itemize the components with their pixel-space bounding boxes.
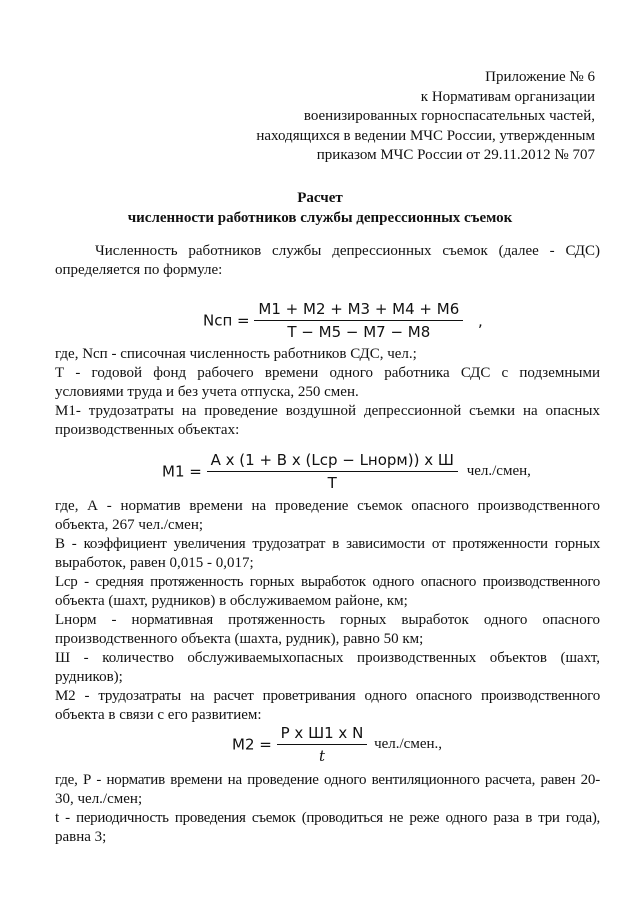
definition-t-period-line2: равна 3;	[55, 829, 107, 845]
definition-t-period-line1: t - периодичность проведения съемок (проводиться не реже одного раза в три года),	[55, 810, 600, 826]
definition-t-line1: Т - годовой фонд рабочего времени одного работника СДС с подземными	[55, 365, 600, 381]
document-subtitle: численности работников службы депрессионных съемок	[127, 210, 513, 226]
formula-m1	[162, 451, 531, 492]
definition-p-line1: где, Р - норматив времени на проведение одного вентиляционного расчета, равен 20-	[55, 772, 600, 788]
formula-lhs: M1 =	[162, 462, 202, 481]
formula-denominator: T	[327, 474, 337, 492]
annex-header	[175, 68, 595, 166]
definitions-block-3	[55, 771, 600, 847]
formula-lhs: M2 =	[232, 735, 272, 754]
document-title: Расчет	[297, 190, 343, 206]
definition-m1-line1: М1- трудозатраты на проведение воздушной депрессионной съемки на опасных	[55, 403, 600, 419]
definition-b-line1: В - коэффициент увеличения трудозатрат в зависимости от протяженности горных	[55, 536, 600, 552]
definition-m1-line2: производственных объектах:	[55, 422, 240, 438]
definition-b-line2: выработок, равен 0,015 - 0,017;	[55, 555, 254, 571]
formula-lhs: Nсп =	[203, 311, 250, 330]
formula-fraction	[254, 300, 463, 341]
definitions-block-2	[55, 497, 600, 725]
intro-paragraph: Численность работников службы депрессионных съемок (далее - СДС) определяется по формуле:	[55, 243, 600, 278]
definition-a-line1: где, А - норматив времени на проведение съемок опасного производственного	[55, 498, 600, 514]
definition-lnorm-line1: Lнорм - нормативная протяженность горных выработок одного опасного	[55, 612, 600, 628]
formula-numerator: P x Ш1 x N	[277, 724, 368, 745]
formula-suffix: чел./смен.,	[374, 736, 443, 752]
definition-sh-line1: Ш - количество обслуживаемыхопасных производственных объектов (шахт,	[55, 650, 600, 666]
formula-suffix: ,	[478, 311, 483, 330]
annex-line: к Нормативам организации	[420, 88, 595, 105]
formula-ncp	[203, 300, 483, 341]
annex-line: находящихся в ведении МЧС России, утвержденным	[256, 127, 595, 144]
formula-suffix: чел./смен,	[466, 463, 531, 479]
formula-denominator: T − M5 − M7 − M8	[287, 323, 431, 341]
annex-line: Приложение № 6	[485, 69, 595, 85]
definition-a-line2: объекта, 267 чел./смен;	[55, 517, 204, 533]
formula-numerator: A x (1 + B x (Lср − Lнорм)) x Ш	[207, 451, 458, 472]
formula-fraction	[207, 451, 458, 492]
formula-denominator: t	[318, 747, 325, 765]
definition-m2-line2: объекта в связи с его развитием:	[55, 707, 262, 723]
definition-lnorm-line2: производственного объекта (шахта, рудник), равно 50 км;	[55, 631, 424, 647]
formula-fraction	[277, 724, 368, 765]
annex-line: военизированных горноспасательных частей,	[303, 108, 595, 124]
definition-lcp-line2: объекта (шахт, рудников) в обслуживаемом районе, км;	[55, 593, 408, 609]
definition-p-line2: 30, чел./смен;	[55, 791, 143, 807]
formula-m2	[232, 724, 442, 765]
definition-m2-line1: М2 - трудозатраты на расчет проветривания одного опасного производственного	[55, 688, 600, 704]
definition-lcp-line1: Lср - средняя протяженность горных выработок одного опасного производственного	[55, 574, 600, 590]
definition-ncp: где, Nсп - списочная численность работников СДС, чел.;	[55, 346, 417, 362]
formula-numerator: M1 + M2 + M3 + M4 + M6	[254, 300, 463, 321]
definitions-block-1	[55, 345, 600, 440]
definition-sh-line2: рудников);	[55, 669, 123, 685]
definition-t-line2: условиями труда и без учета отпуска, 250 смен.	[55, 384, 359, 400]
annex-line: приказом МЧС России от 29.11.2012 № 707	[316, 147, 595, 163]
